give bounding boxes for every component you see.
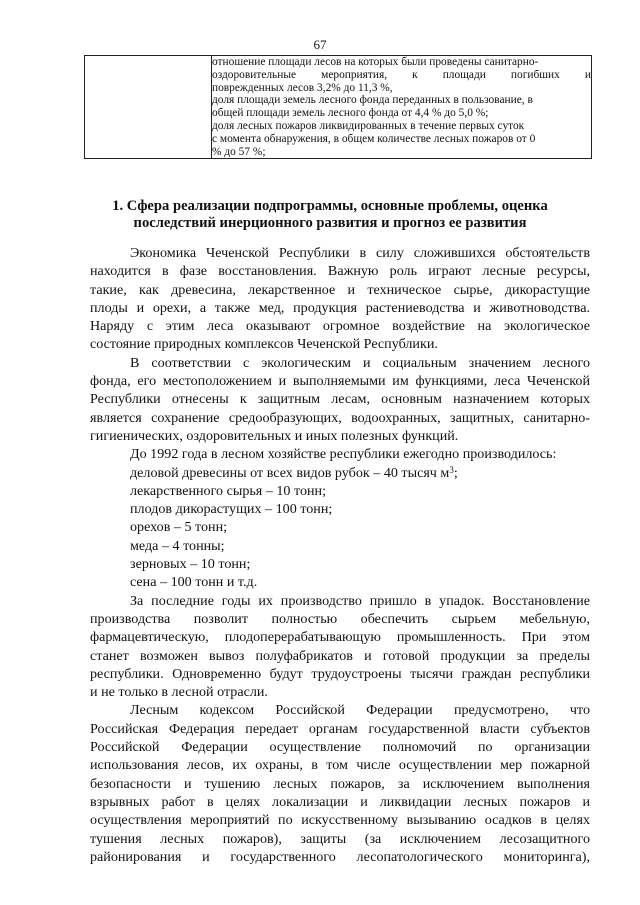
table-line: оздоровительные мероприятия, к площади погибших и: [212, 68, 591, 81]
heading-line: 1. Сфера реализации подпрограммы, основные проблемы, оценка: [112, 198, 548, 214]
body-line: гигиенических, оздоровительных и иных полезных функций.: [90, 427, 459, 444]
body-line-with-superscript: [90, 464, 590, 482]
list-item: лекарственного сырья – 10 тонн;: [130, 482, 327, 499]
body-line: республики. Одновременно будут трудоустроены тысячи граждан республики: [90, 665, 590, 682]
body-line: безопасности и тушению лесных пожаров, за исключением выполнения: [90, 775, 590, 792]
table-line: доля площади земель лесного фонда переданных в пользование, в: [212, 94, 533, 107]
body-line: фонда, его местоположением и выполняемыми им функциями, леса Чеченской: [90, 373, 590, 390]
body-line: осуществления мероприятий по искусственному вызыванию осадков в целях: [90, 812, 590, 829]
body-line: районирования и государственного лесопатологического мониторинга),: [90, 848, 590, 865]
list-item: меда – 4 тонны;: [130, 537, 225, 554]
body-line: Республики отнесены к защитным лесам, основным назначением которых: [90, 391, 590, 408]
body-line: является сохранение средообразующих, водоохранных, защитных, санитарно-: [90, 409, 590, 426]
table-empty-cell: [85, 56, 212, 159]
table-line: доля лесных пожаров ликвидированных в течение первых суток: [212, 119, 525, 132]
list-item: орехов – 5 тонн;: [130, 519, 228, 536]
body-line: взрывных работ в целях локализации и ликвидации лесных пожаров и: [90, 793, 590, 810]
table-line: отношение площади лесов на которых были проведены санитарно-: [212, 56, 539, 68]
body-text: [90, 244, 590, 866]
body-line: фармацевтическую, плодоперерабатывающую промышленность. При этом: [90, 629, 590, 646]
body-line: Лесным кодексом Российской Федерации предусмотрено, что: [130, 702, 590, 719]
body-line: состояние природных комплексов Чеченской Республики.: [90, 336, 438, 353]
indicator-table: [84, 55, 592, 159]
body-line: станет возможен вывоз полуфабрикатов и готовой продукции за пределы: [90, 647, 590, 664]
body-line: За последние годы их производство пришло в упадок. Восстановление: [130, 592, 590, 609]
list-item: плодов дикорастущих – 100 тонн;: [130, 501, 333, 518]
table-row: [85, 56, 592, 159]
body-line: тушения лесных пожаров), защиты (за исключением лесозащитного: [90, 830, 590, 847]
body-line: Экономика Чеченской Республики в силу сложившихся обстоятельств: [130, 245, 590, 261]
table-line: поврежденных лесов 3,2% до 11,3 %,: [212, 81, 393, 94]
table-text-cell: [212, 56, 592, 159]
body-line: В соответствии с экологическим и социальным значением лесного: [130, 354, 590, 371]
body-line: Российская Федерация передает органам государственной власти субъектов: [90, 720, 590, 737]
table-line: % до 57 %;: [212, 145, 266, 158]
list-item-text: деловой древесины от всех видов рубок – 40 тысяч м: [130, 464, 450, 481]
superscript: 3: [449, 464, 454, 475]
heading-line: последствий инерционного развития и прогноз ее развития: [133, 215, 527, 231]
body-line: использования лесов, их охраны, в том числе осуществлении мер пожарной: [90, 757, 590, 774]
section-heading: [100, 198, 560, 232]
body-line: плоды и орехи, а также мед, продукция растениеводства и животноводства.: [90, 299, 590, 316]
body-line: такие, как древесина, лекарственное и техническое сырье, дикорастущие: [90, 281, 590, 298]
body-line: и не только в лесной отрасли.: [90, 684, 268, 701]
body-line: Российской Федерации осуществление полномочий по организации: [90, 739, 590, 756]
table-line: общей площади земель лесного фонда от 4,4 % до 5,0 %;: [212, 107, 489, 120]
page-number: 67: [313, 37, 327, 52]
body-line: находится в фазе восстановления. Важную роль играют лесные ресурсы,: [90, 263, 590, 280]
body-line: производства позволит полностью обеспечить сырьем мебельную,: [90, 610, 590, 627]
body-line: До 1992 года в лесном хозяйстве республики ежегодно производилось:: [130, 446, 557, 463]
body-line: Наряду с этим леса оказывают огромное воздействие на экологическое: [90, 318, 590, 335]
list-item: сена – 100 тонн и т.д.: [130, 574, 258, 591]
list-item-suffix: ;: [453, 464, 458, 481]
table-line: с момента обнаружения, в общем количестве лесных пожаров от 0: [212, 132, 536, 145]
list-item: зерновых – 10 тонн;: [130, 556, 251, 573]
